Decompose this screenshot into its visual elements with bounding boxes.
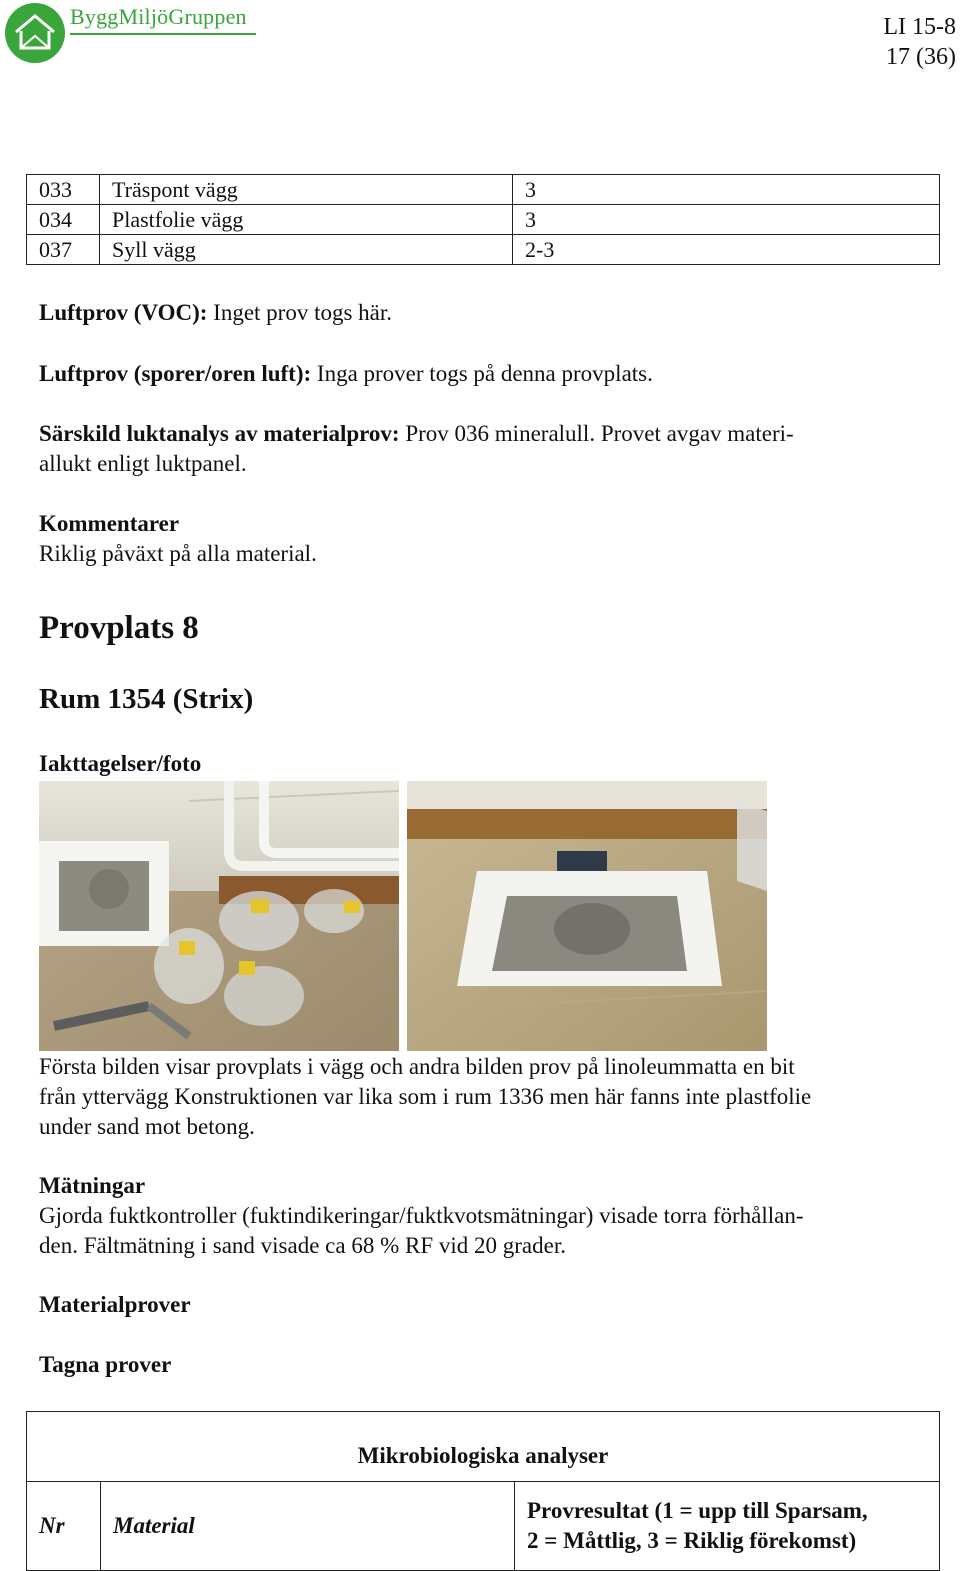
photo-floor-sample [407, 781, 767, 1051]
table-header-row [27, 1482, 940, 1571]
column-header-result-line1: Provresultat (1 = upp till Sparsam, [527, 1498, 868, 1523]
table-cell-result: 3 [513, 205, 940, 235]
measurements-block [39, 1171, 919, 1261]
photo-floor-sample-image [407, 781, 767, 1051]
comments-heading: Kommentarer [39, 511, 180, 536]
measurements-line1: Gjorda fuktkontroller (fuktindikeringar/fuktkvotsmätningar) visade torra förhållan- [39, 1203, 804, 1228]
table-cell-nr: 034 [27, 205, 100, 235]
smell-label: Särskild luktanalys av materialprov: [39, 421, 400, 446]
table-cell-nr: 037 [27, 235, 100, 265]
measurements-heading: Mätningar [39, 1173, 146, 1198]
table-cell-nr: 033 [27, 175, 100, 205]
column-header-result [515, 1482, 940, 1571]
photo-wall-sample-image [39, 781, 399, 1051]
column-header-nr: Nr [27, 1482, 101, 1571]
table-cell-result: 3 [513, 175, 940, 205]
smell-paragraph [39, 419, 919, 479]
photo-wall-sample [39, 781, 399, 1051]
results-table-continued [26, 174, 940, 265]
table-cell-material: Syll vägg [100, 235, 513, 265]
comments-block [39, 509, 919, 569]
table-row [27, 205, 940, 235]
measurements-line2: den. Fältmätning i sand visade ca 68 % RF vid 20 grader. [39, 1233, 566, 1258]
table-title: Mikrobiologiska analyser [27, 1412, 940, 1482]
table-cell-material: Träspont vägg [100, 175, 513, 205]
column-header-material: Material [101, 1482, 515, 1571]
logo-text: ByggMiljöGruppen [70, 4, 247, 29]
voc-text: Inget prov togs här. [207, 300, 393, 325]
smell-text-line2: allukt enligt luktpanel. [39, 451, 247, 476]
voc-label: Luftprov (VOC): [39, 300, 208, 325]
table-cell-result: 2-3 [513, 235, 940, 265]
spores-text: Inga prover togs på denna provplats. [311, 361, 653, 386]
table-title-row [27, 1412, 940, 1482]
section-title: Provplats 8 [39, 610, 199, 646]
photo-caption-line3: under sand mot betong. [39, 1114, 255, 1139]
spores-paragraph [39, 359, 919, 389]
photo-caption-line2: från yttervägg Konstruktionen var lika som i rum 1336 men här fanns inte plastfolie [39, 1084, 812, 1109]
table-row [27, 175, 940, 205]
house-logo-icon [4, 2, 68, 64]
spores-label: Luftprov (sporer/oren luft): [39, 361, 312, 386]
document-id: LI 15-8 [883, 14, 956, 40]
logo-underline [70, 33, 256, 35]
smell-text-line1: Prov 036 mineralull. Provet avgav materi- [399, 421, 794, 446]
comments-text: Riklig påväxt på alla material. [39, 541, 317, 566]
page-number: 17 (36) [886, 44, 956, 70]
microbiology-table [26, 1411, 940, 1571]
taken-samples-heading: Tagna prover [39, 1352, 172, 1377]
material-samples-heading: Materialprover [39, 1292, 191, 1317]
table-cell-material: Plastfolie vägg [100, 205, 513, 235]
table-row [27, 235, 940, 265]
column-header-result-line2: 2 = Måttlig, 3 = Riklig förekomst) [527, 1528, 857, 1553]
photo-caption [39, 1052, 919, 1142]
room-heading: Rum 1354 (Strix) [39, 683, 254, 715]
photo-caption-line1: Första bilden visar provplats i vägg och andra bilden prov på linoleummatta en bit [39, 1054, 795, 1079]
observations-heading: Iakttagelser/foto [39, 751, 202, 776]
voc-paragraph [39, 298, 919, 328]
